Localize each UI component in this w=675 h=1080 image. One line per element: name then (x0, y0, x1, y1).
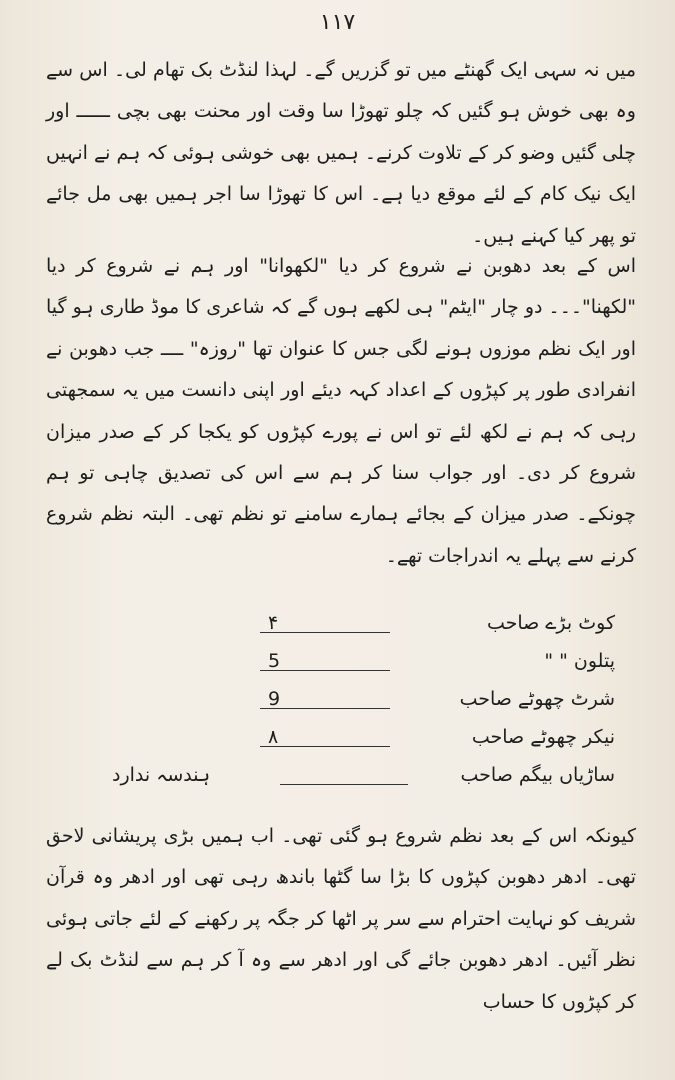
page-number: ۱۱۷ (319, 10, 356, 35)
list-item (40, 650, 640, 688)
list-item (40, 726, 640, 764)
list-item-label: شرٹ چھوٹے صاحب (459, 688, 615, 710)
list-item-label: پتلون " " (544, 650, 615, 672)
paragraph: اس کے بعد دھوبن نے شروع کر دیا "لکھوانا" اور ہم نے شروع کر دیا "لکھنا"۔۔۔ دو چار "ایٹم" ہی لکھے ہوں گے کہ شاعری کا موڈ طاری ہو گیا اور ایک نظم موزوں ہونے لگی جس کا عنوان تھا "روزہ" ــــ جب دھوبن نے انفرادی طور پر کپڑوں کے اعداد کہہ دیئے اور اپنی دانست میں یہ سمجھتی رہی کہ ہم نے لکھ لئے تو اس نے پورے کپڑوں کو یکجا کر کے صدر میزان شروع کر دی۔ اور جواب سنا کر ہم سے اس کی تصدیق چاہی تو ہم چونکے۔ صدر میزان کے بجائے ہمارے سامنے تو نظم تھی۔ البتہ نظم شروع کرنے سے پہلے یہ اندراجات تھے۔ (46, 255, 636, 567)
list-item-value: 5 (268, 650, 281, 672)
list-item-value: ہندسہ ندارد (112, 764, 211, 786)
paragraph: میں نہ سہی ایک گھنٹے میں تو گزریں گے۔ لہذا لنڈٹ بک تھام لی۔ اس سے وہ بھی خوش ہو گئیں کہ چلو تھوڑا سا وقت اور محنت بھی بچی ــــــ اور چلی گئیں وضو کر کے تلاوت کرنے۔ ہمیں بھی خوشی ہوئی کہ ہم نے انہیں ایک نیک کام کے لئے موقع دیا ہے۔ اس کا تھوڑا سا اجر ہمیں بھی مل جائے تو پھر کیا کہنے ہیں۔ (46, 59, 636, 247)
list-item-value: ۸ (268, 726, 279, 748)
list-item-label: ساڑیاں بیگم صاحب (460, 764, 615, 786)
list-item-label: کوٹ بڑے صاحب (486, 612, 615, 634)
list-item-value: ۴ (268, 612, 279, 634)
paragraph: کیونکہ اس کے بعد نظم شروع ہو گئی تھی۔ اب ہمیں بڑی پریشانی لاحق تھی۔ ادھر دھوبن کپڑوں کا بڑا سا گٹھا باندھ رہی تھی اور ادھر وہ قرآن شریف کو نہایت احترام سے سر پر اٹھا کر جگہ پر رکھنے کے لئے جاتی ہوئی نظر آئیں۔ ادھر دھوبن جائے گی اور ادھر سے وہ آ کر ہم سے لنڈٹ بک لے کر کپڑوں کا حساب (46, 825, 636, 1013)
clothes-list (40, 612, 640, 802)
list-item-value: 9 (268, 688, 281, 710)
list-item (40, 612, 640, 650)
divider (260, 632, 390, 633)
list-item (40, 688, 640, 726)
divider (260, 746, 390, 747)
list-item (40, 764, 640, 802)
list-item-label: نیکر چھوٹے صاحب (471, 726, 615, 748)
divider (280, 784, 408, 785)
